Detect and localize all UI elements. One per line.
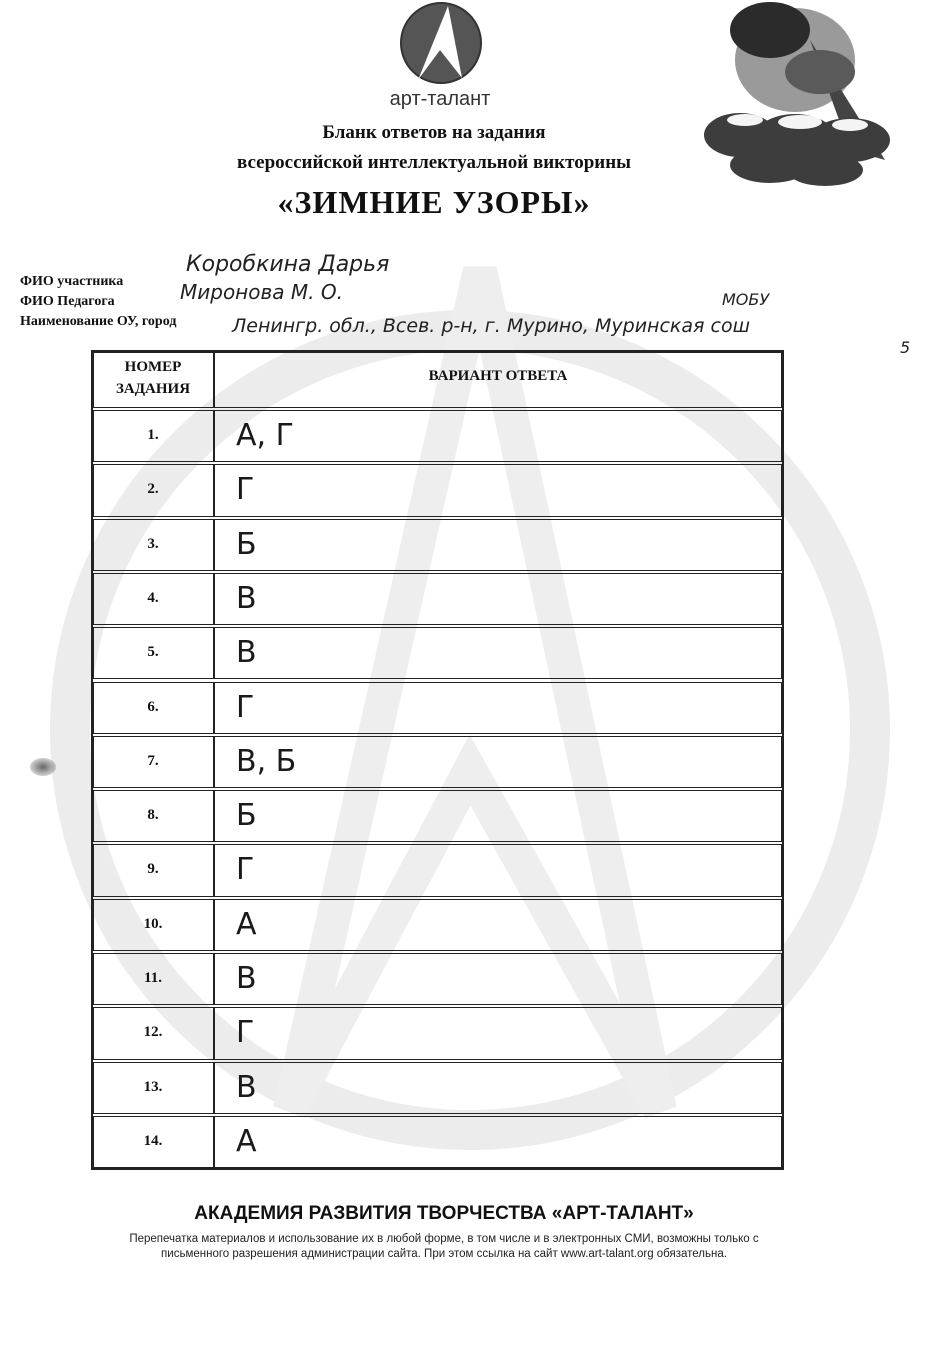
row-answer-cell — [214, 736, 782, 788]
row-answer-cell — [214, 573, 782, 625]
task-number: 5. — [147, 644, 159, 661]
handwritten-answer: А, Г — [236, 418, 294, 453]
task-number: 10. — [143, 915, 163, 932]
row-answer-cell — [214, 410, 782, 462]
notice-line-2: письменного разрешения администрации сайта. При этом ссылка на сайт www.art-talant.org обязательна. — [161, 1248, 727, 1260]
handwritten-answer: В — [236, 961, 257, 996]
handwritten-answer: Г — [236, 852, 255, 888]
row-answer-cell — [214, 790, 782, 842]
row-answer-cell — [214, 627, 782, 679]
handwritten-answer: В, Б — [236, 743, 297, 779]
task-number: 6. — [147, 698, 159, 715]
row-answer-cell — [214, 519, 782, 571]
handwritten-answer: Г — [236, 689, 255, 725]
handwritten-answer: А — [236, 906, 257, 942]
row-answer-cell — [214, 899, 782, 951]
title-line-1: Бланк ответов на задания — [322, 122, 546, 143]
handwritten-answer: Г — [236, 472, 255, 508]
row-answer-cell — [214, 1007, 782, 1059]
handwritten-answer: В — [236, 580, 257, 616]
school-label: Наименование ОУ, город — [20, 314, 177, 329]
teacher-name: Миронова М. О. — [180, 280, 343, 304]
academy-name: АКАДЕМИЯ РАЗВИТИЯ ТВОРЧЕСТВА «АРТ-ТАЛАНТ» — [194, 1203, 694, 1224]
handwritten-answer: Г — [236, 1015, 255, 1051]
task-number: 13. — [143, 1078, 163, 1095]
task-number: 14. — [143, 1132, 163, 1149]
task-number: 4. — [147, 589, 159, 606]
handwritten-answer: Б — [236, 798, 257, 834]
header-num-line2: ЗАДАНИЯ — [115, 381, 191, 397]
copyright-notice — [0, 1232, 888, 1262]
bullfinch-illustration — [700, 0, 900, 190]
task-number: 1. — [147, 427, 159, 443]
ink-smudge — [30, 758, 56, 776]
art-talant-logo — [378, 0, 504, 86]
row-answer-cell — [214, 464, 782, 516]
title-line-2: всероссийской интеллектуальной викторины — [237, 152, 631, 173]
row-answer-cell — [214, 682, 782, 734]
handwritten-answer: А — [236, 1123, 257, 1159]
row-answer-cell — [214, 844, 782, 896]
school-number: 5 — [900, 338, 911, 357]
handwritten-answer: В — [236, 635, 257, 671]
task-number: 2. — [147, 481, 159, 498]
task-number: 9. — [147, 861, 159, 878]
task-number: 7. — [147, 752, 159, 769]
header-num-line1: НОМЕР — [124, 359, 182, 375]
notice-line-1: Перепечатка материалов и использование их в любой форме, в том числе и в электронных СМИ, возможны только с — [129, 1233, 759, 1245]
handwritten-answer: В — [236, 1069, 257, 1105]
brand-name: арт-талант — [389, 88, 491, 110]
header-answer-variant: ВАРИАНТ ОТВЕТА — [428, 368, 568, 384]
task-number: 12. — [143, 1024, 163, 1041]
row-answer-cell — [214, 1062, 782, 1114]
task-number: 3. — [147, 535, 159, 552]
header-task-number — [93, 356, 213, 400]
participant-name: Коробкина Дарья — [186, 252, 390, 277]
task-number: 11. — [144, 970, 162, 986]
row-answer-cell — [214, 953, 782, 1005]
school-type: МОБУ — [722, 290, 770, 309]
task-number: 8. — [147, 807, 159, 824]
teacher-label: ФИО Педагога — [20, 294, 115, 309]
participant-label: ФИО участника — [20, 274, 124, 289]
row-answer-cell — [214, 1116, 782, 1168]
handwritten-answer: Б — [236, 526, 257, 562]
school-name: Ленингр. обл., Всев. р-н, г. Мурино, Муринская сош — [232, 315, 750, 337]
quiz-title: «ЗИМНИЕ УЗОРЫ» — [277, 184, 591, 220]
